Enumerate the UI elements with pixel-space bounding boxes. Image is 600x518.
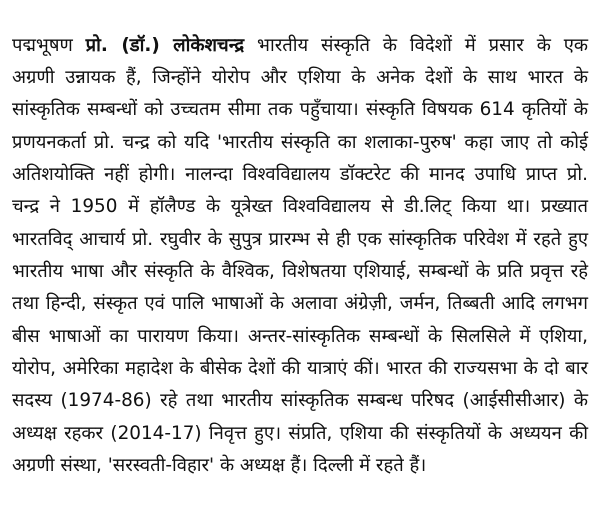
text-line: बीस भाषाओं का पारायण किया। अन्तर-सांस्कृतिक सम्बन्धों के सिलसिले में एशिया, (12, 326, 588, 347)
text-line: प्रणयनकर्ता प्रो. चन्द्र को यदि 'भारतीय संस्कृति का शलाका-पुरुष' कहा जाए तो कोई (12, 132, 588, 153)
text-line: भारतीय भाषा और संस्कृति के वैश्विक, विशेषतया एशियाई, सम्बन्धों के प्रति प्रवृत्त रहे (12, 261, 588, 282)
text-line: सांस्कृतिक सम्बन्धों को उच्चतम सीमा तक पहुँचाया। संस्कृति विषयक 614 कृतियों के (12, 99, 588, 120)
honorific: पद्मभूषण (12, 35, 73, 56)
text-line: अतिशयोक्ति नहीं होगी। नालन्दा विश्वविद्यालय डॉक्टरेट की मानद उपाधि प्राप्त प्रो. (12, 164, 588, 185)
text-line (12, 32, 588, 60)
text-line: अग्रणी उन्नायक हैं, जिन्होंने योरोप और एशिया के अनेक देशों के साथ भारत के (12, 67, 588, 88)
text-line: चन्द्र ने 1950 में हॉलैण्ड के यूत्रेख्त विश्वविद्यालय से डी.लिट् किया था। प्रख्यात (12, 196, 588, 217)
text-line: अध्यक्ष रहकर (2014-17) निवृत्त हुए। संप्रति, एशिया की संस्कृतियों के अध्ययन की (12, 423, 588, 444)
text-line: अग्रणी संस्था, 'सरस्वती-विहार' के अध्यक्ष हैं। दिल्ली में रहते हैं। (12, 455, 427, 476)
text-segment: भारतीय संस्कृति के विदेशों में प्रसार के एक (257, 35, 588, 56)
text-line: योरोप, अमेरिका महादेश के बीसेक देशों की यात्राएं कीं। भारत की राज्यसभा के दो बार (12, 358, 588, 379)
text-line: तथा हिन्दी, संस्कृत एवं पालि भाषाओं के अलावा अंग्रेज़ी, जर्मन, तिब्बती आदि लगभग (12, 293, 588, 314)
text-line: सदस्य (1974-86) रहे तथा भारतीय सांस्कृतिक सम्बन्ध परिषद (आईसीसीआर) के (12, 390, 588, 411)
text-line: भारतविद् आचार्य प्रो. रघुवीर के सुपुत्र प्रारम्भ से ही एक सांस्कृतिक परिवेश में रहते हुए (12, 229, 588, 250)
person-name: प्रो. (डॉ.) लोकेशचन्द्र (85, 35, 245, 56)
